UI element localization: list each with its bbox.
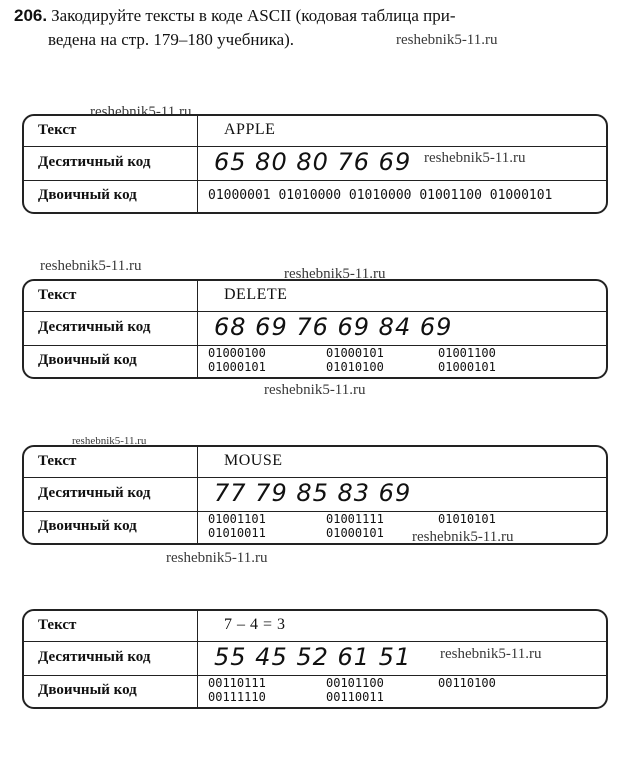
watermark: reshebnik5-11.ru [284,266,386,282]
binary-value: 01000001 01010000 01010000 01001100 01000101 [208,188,553,203]
watermark: reshebnik5-11.ru [424,150,526,166]
binary-code: 00110111 [208,676,266,690]
binary-row [24,675,606,707]
text-row [24,447,606,478]
binary-code: 01010100 [326,360,384,374]
text-label: Текст [38,287,77,303]
decimal-row [24,641,606,676]
decimal-row [24,311,606,346]
text-row [24,611,606,642]
decimal-value: 77 79 85 83 69 [214,479,412,507]
binary-row [24,511,606,543]
watermark: reshebnik5-11.ru [166,550,268,566]
binary-label: Двоичный код [38,518,137,534]
binary-code: 00111110 [208,690,266,704]
decimal-label: Десятичный код [38,319,151,335]
decimal-label: Десятичный код [38,649,151,665]
watermark: reshebnik5-11.ru [412,529,514,545]
decimal-value: 65 80 80 76 69 [214,148,412,176]
decimal-value: 68 69 76 69 84 69 [214,313,453,341]
binary-row [24,345,606,377]
encoding-table-delete [22,279,608,379]
encoding-table-expression [22,609,608,709]
text-value: MOUSE [224,452,283,469]
text-row [24,281,606,312]
decimal-row [24,146,606,181]
watermark: reshebnik5-11.ru [264,382,366,398]
task-number: 206. [14,6,48,25]
binary-code: 01000101 [326,346,384,360]
binary-code: 01000101 [438,360,496,374]
binary-code: 01001111 [326,512,384,526]
binary-code: 01000100 [208,346,266,360]
binary-label: Двоичный код [38,682,137,698]
watermark: reshebnik5-11.ru [72,435,147,447]
text-label: Текст [38,617,77,633]
watermark: reshebnik5-11.ru [440,646,542,662]
binary-code: 01001100 [438,346,496,360]
binary-code: 00110011 [326,690,384,704]
decimal-row [24,477,606,512]
text-value: DELETE [224,286,288,303]
binary-code: 01010011 [208,526,266,540]
binary-value [208,346,496,374]
binary-value [208,512,496,540]
binary-code: 00101100 [326,676,384,690]
task-statement [14,4,614,52]
text-row [24,116,606,147]
text-label: Текст [38,122,77,138]
decimal-label: Десятичный код [38,485,151,501]
binary-code: 01000101 [208,360,266,374]
binary-code: 00110100 [438,676,496,690]
encoding-table-apple [22,114,608,214]
binary-code: 01010101 [438,512,496,526]
watermark: reshebnik5-11.ru [90,104,192,120]
binary-label: Двоичный код [38,187,137,203]
encoding-table-mouse [22,445,608,545]
task-text-line1: Закодируйте тексты в коде ASCII (кодовая таблица при- [51,6,456,25]
text-value: APPLE [224,121,276,138]
binary-row [24,180,606,212]
task-text-line2: ведена на стр. 179–180 учебника). [48,30,295,49]
text-label: Текст [38,453,77,469]
binary-label: Двоичный код [38,352,137,368]
watermark: reshebnik5-11.ru [396,32,498,48]
binary-code: 01001101 [208,512,266,526]
binary-code: 01000101 [326,526,384,540]
binary-value [208,676,496,704]
decimal-label: Десятичный код [38,154,151,170]
decimal-value: 55 45 52 61 51 [214,643,412,671]
text-value: 7 – 4 = 3 [224,616,286,633]
watermark: reshebnik5-11.ru [40,258,142,274]
